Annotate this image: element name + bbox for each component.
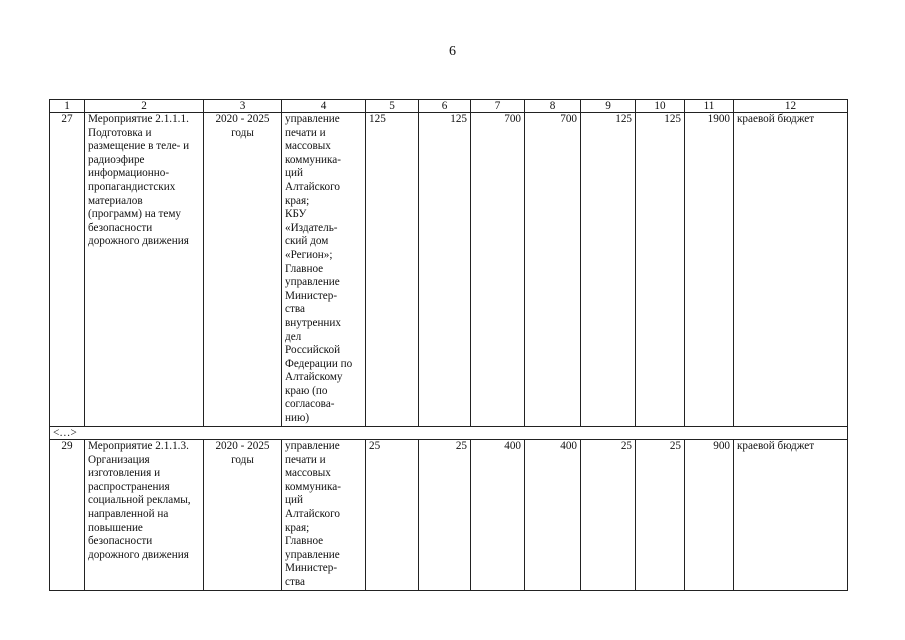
event-name: Мероприятие 2.1.1.3. Организация изготовления и распространения социальной рекламы, направленной на повышение безопасности дорожного движения [85,440,204,591]
executors: управление печати и массовых коммуника- ций Алтайского края; КБУ «Издатель- ский дом «Регион»; Главное управление Министер- ства внутренних дел Российской Федерации по Алтайскому краю (по согласова- нию) [282,113,366,427]
page-number: 6 [449,44,456,59]
col-header-12: 12 [734,100,848,113]
col-header-10: 10 [636,100,685,113]
ellipsis: <…> [50,427,848,440]
value-col-5: 125 [366,113,419,427]
value-col-10: 125 [636,113,685,427]
value-col-11: 1900 [685,113,734,427]
col-header-7: 7 [471,100,525,113]
value-col-7: 700 [471,113,525,427]
col-header-5: 5 [366,100,419,113]
col-header-8: 8 [525,100,581,113]
value-col-8: 700 [525,113,581,427]
period: 2020 - 2025 годы [204,113,282,427]
col-header-2: 2 [85,100,204,113]
col-header-6: 6 [419,100,471,113]
program-table [49,99,848,591]
header-row [50,100,848,113]
table-row [50,113,848,427]
col-header-9: 9 [581,100,636,113]
value-col-9: 25 [581,440,636,591]
value-col-6: 25 [419,440,471,591]
table-row [50,440,848,591]
value-col-7: 400 [471,440,525,591]
value-col-5: 25 [366,440,419,591]
row-number: 29 [50,440,85,591]
value-col-6: 125 [419,113,471,427]
col-header-4: 4 [282,100,366,113]
executors: управление печати и массовых коммуника- ций Алтайского края; Главное управление Министер- ства [282,440,366,591]
value-col-11: 900 [685,440,734,591]
period: 2020 - 2025 годы [204,440,282,591]
col-header-3: 3 [204,100,282,113]
col-header-1: 1 [50,100,85,113]
row-number: 27 [50,113,85,427]
ellipsis-row [50,427,848,440]
value-col-10: 25 [636,440,685,591]
funding-source: краевой бюджет [734,113,848,427]
event-name: Мероприятие 2.1.1.1. Подготовка и размещение в теле- и радиоэфире информационно- пропагандистских материалов (программ) на тему безопасности дорожного движения [85,113,204,427]
value-col-9: 125 [581,113,636,427]
col-header-11: 11 [685,100,734,113]
value-col-8: 400 [525,440,581,591]
funding-source: краевой бюджет [734,440,848,591]
